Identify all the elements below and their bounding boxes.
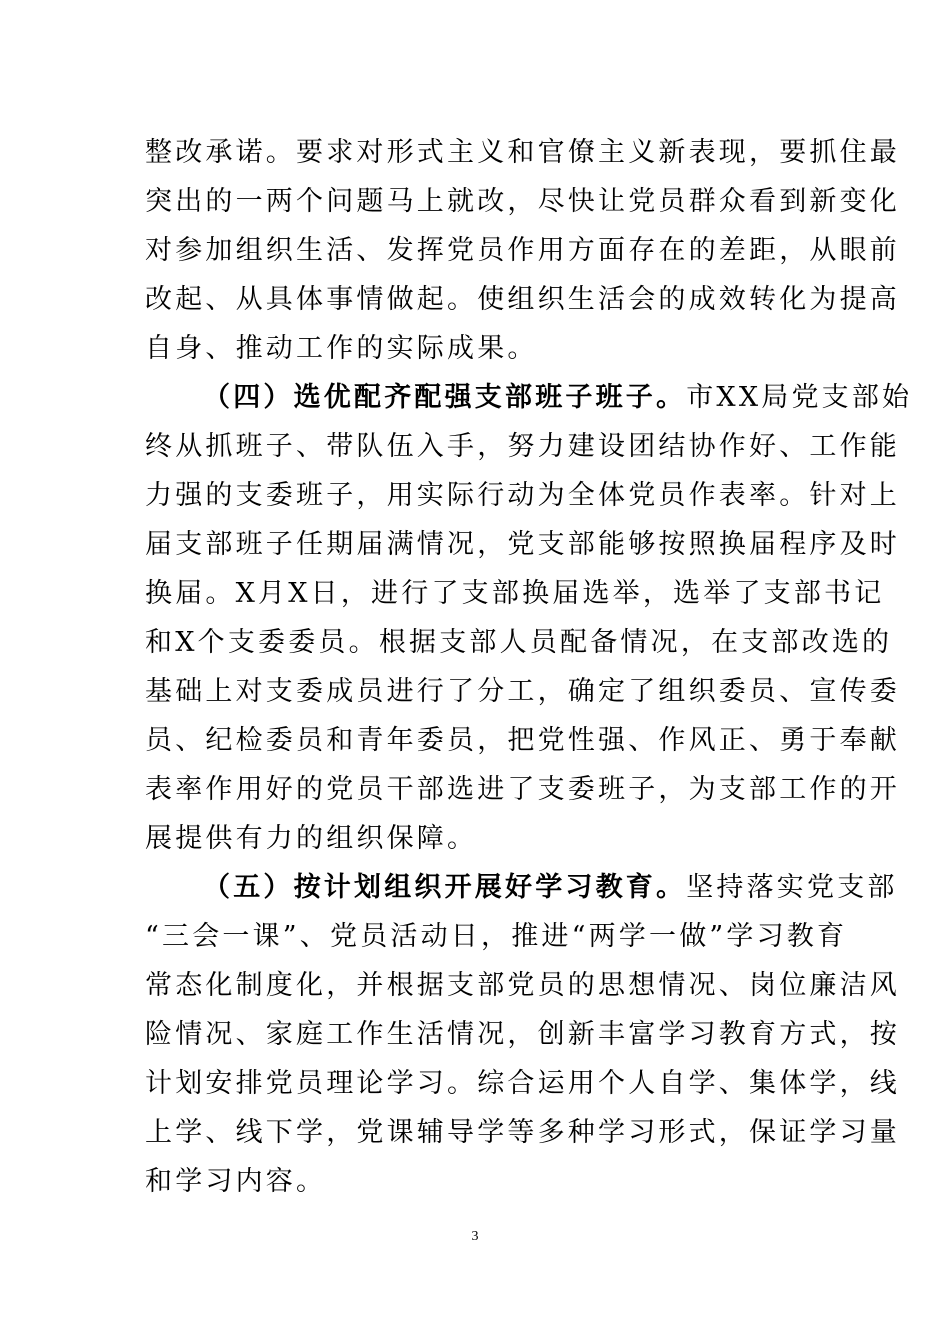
section-heading: （五）按计划组织开展好学习教育。 (203, 872, 687, 903)
text-line: 终从抓班子、带队伍入手，努力建设团结协作好、工作能 (145, 431, 900, 462)
text-line: 突出的一两个问题马上就改，尽快让党员群众看到新变化 (145, 186, 900, 217)
section-first-line (145, 373, 913, 422)
paragraph-continuation (145, 128, 900, 373)
document-body (145, 128, 913, 1206)
text-line: 员、纪检委员和青年委员，把党性强、作风正、勇于奉献 (145, 725, 900, 756)
text-line: 险情况、家庭工作生活情况，创新丰富学习教育方式，按 (145, 1019, 900, 1050)
text-line: 表率作用好的党员干部选进了支委班子，为支部工作的开 (145, 774, 900, 805)
page-number: 3 (471, 1229, 479, 1244)
text-line: 展提供有力的组织保障。 (145, 823, 478, 854)
paragraph-section-4 (145, 373, 913, 863)
text-line: 和学习内容。 (145, 1166, 327, 1197)
paragraph-section-5 (145, 863, 900, 1206)
section-heading: （四）选优配齐配强支部班子班子。 (203, 382, 687, 413)
text-line: 力强的支委班子，用实际行动为全体党员作表率。针对上 (145, 480, 900, 511)
section-text: 坚持落实党支部 (686, 872, 898, 903)
text-line: 对参加组织生活、发挥党员作用方面存在的差距，从眼前 (145, 235, 900, 266)
text-line: 基础上对支委成员进行了分工，确定了组织委员、宣传委 (145, 676, 900, 707)
text-line: 和X个支委委员。根据支部人员配备情况，在支部改选的 (145, 627, 893, 658)
text-line: 改起、从具体事情做起。使组织生活会的成效转化为提高 (145, 284, 900, 315)
section-text: 市XX局党支部始 (686, 382, 913, 413)
text-line: “三会一课”、党员活动日，推进“两学一做”学习教育 (145, 921, 848, 952)
text-line: 届支部班子任期届满情况，党支部能够按照换届程序及时 (145, 529, 900, 560)
text-line: 上学、线下学，党课辅导学等多种学习形式，保证学习量 (145, 1117, 900, 1148)
text-line: 常态化制度化，并根据支部党员的思想情况、岗位廉洁风 (145, 970, 900, 1001)
text-line: 整改承诺。要求对形式主义和官僚主义新表现，要抓住最 (145, 137, 900, 168)
text-line: 换届。X月X日，进行了支部换届选举，选举了支部书记 (145, 578, 885, 609)
section-first-line (145, 863, 898, 912)
text-line: 计划安排党员理论学习。综合运用个人自学、集体学，线 (145, 1068, 900, 1099)
text-line: 自身、推动工作的实际成果。 (145, 333, 538, 364)
